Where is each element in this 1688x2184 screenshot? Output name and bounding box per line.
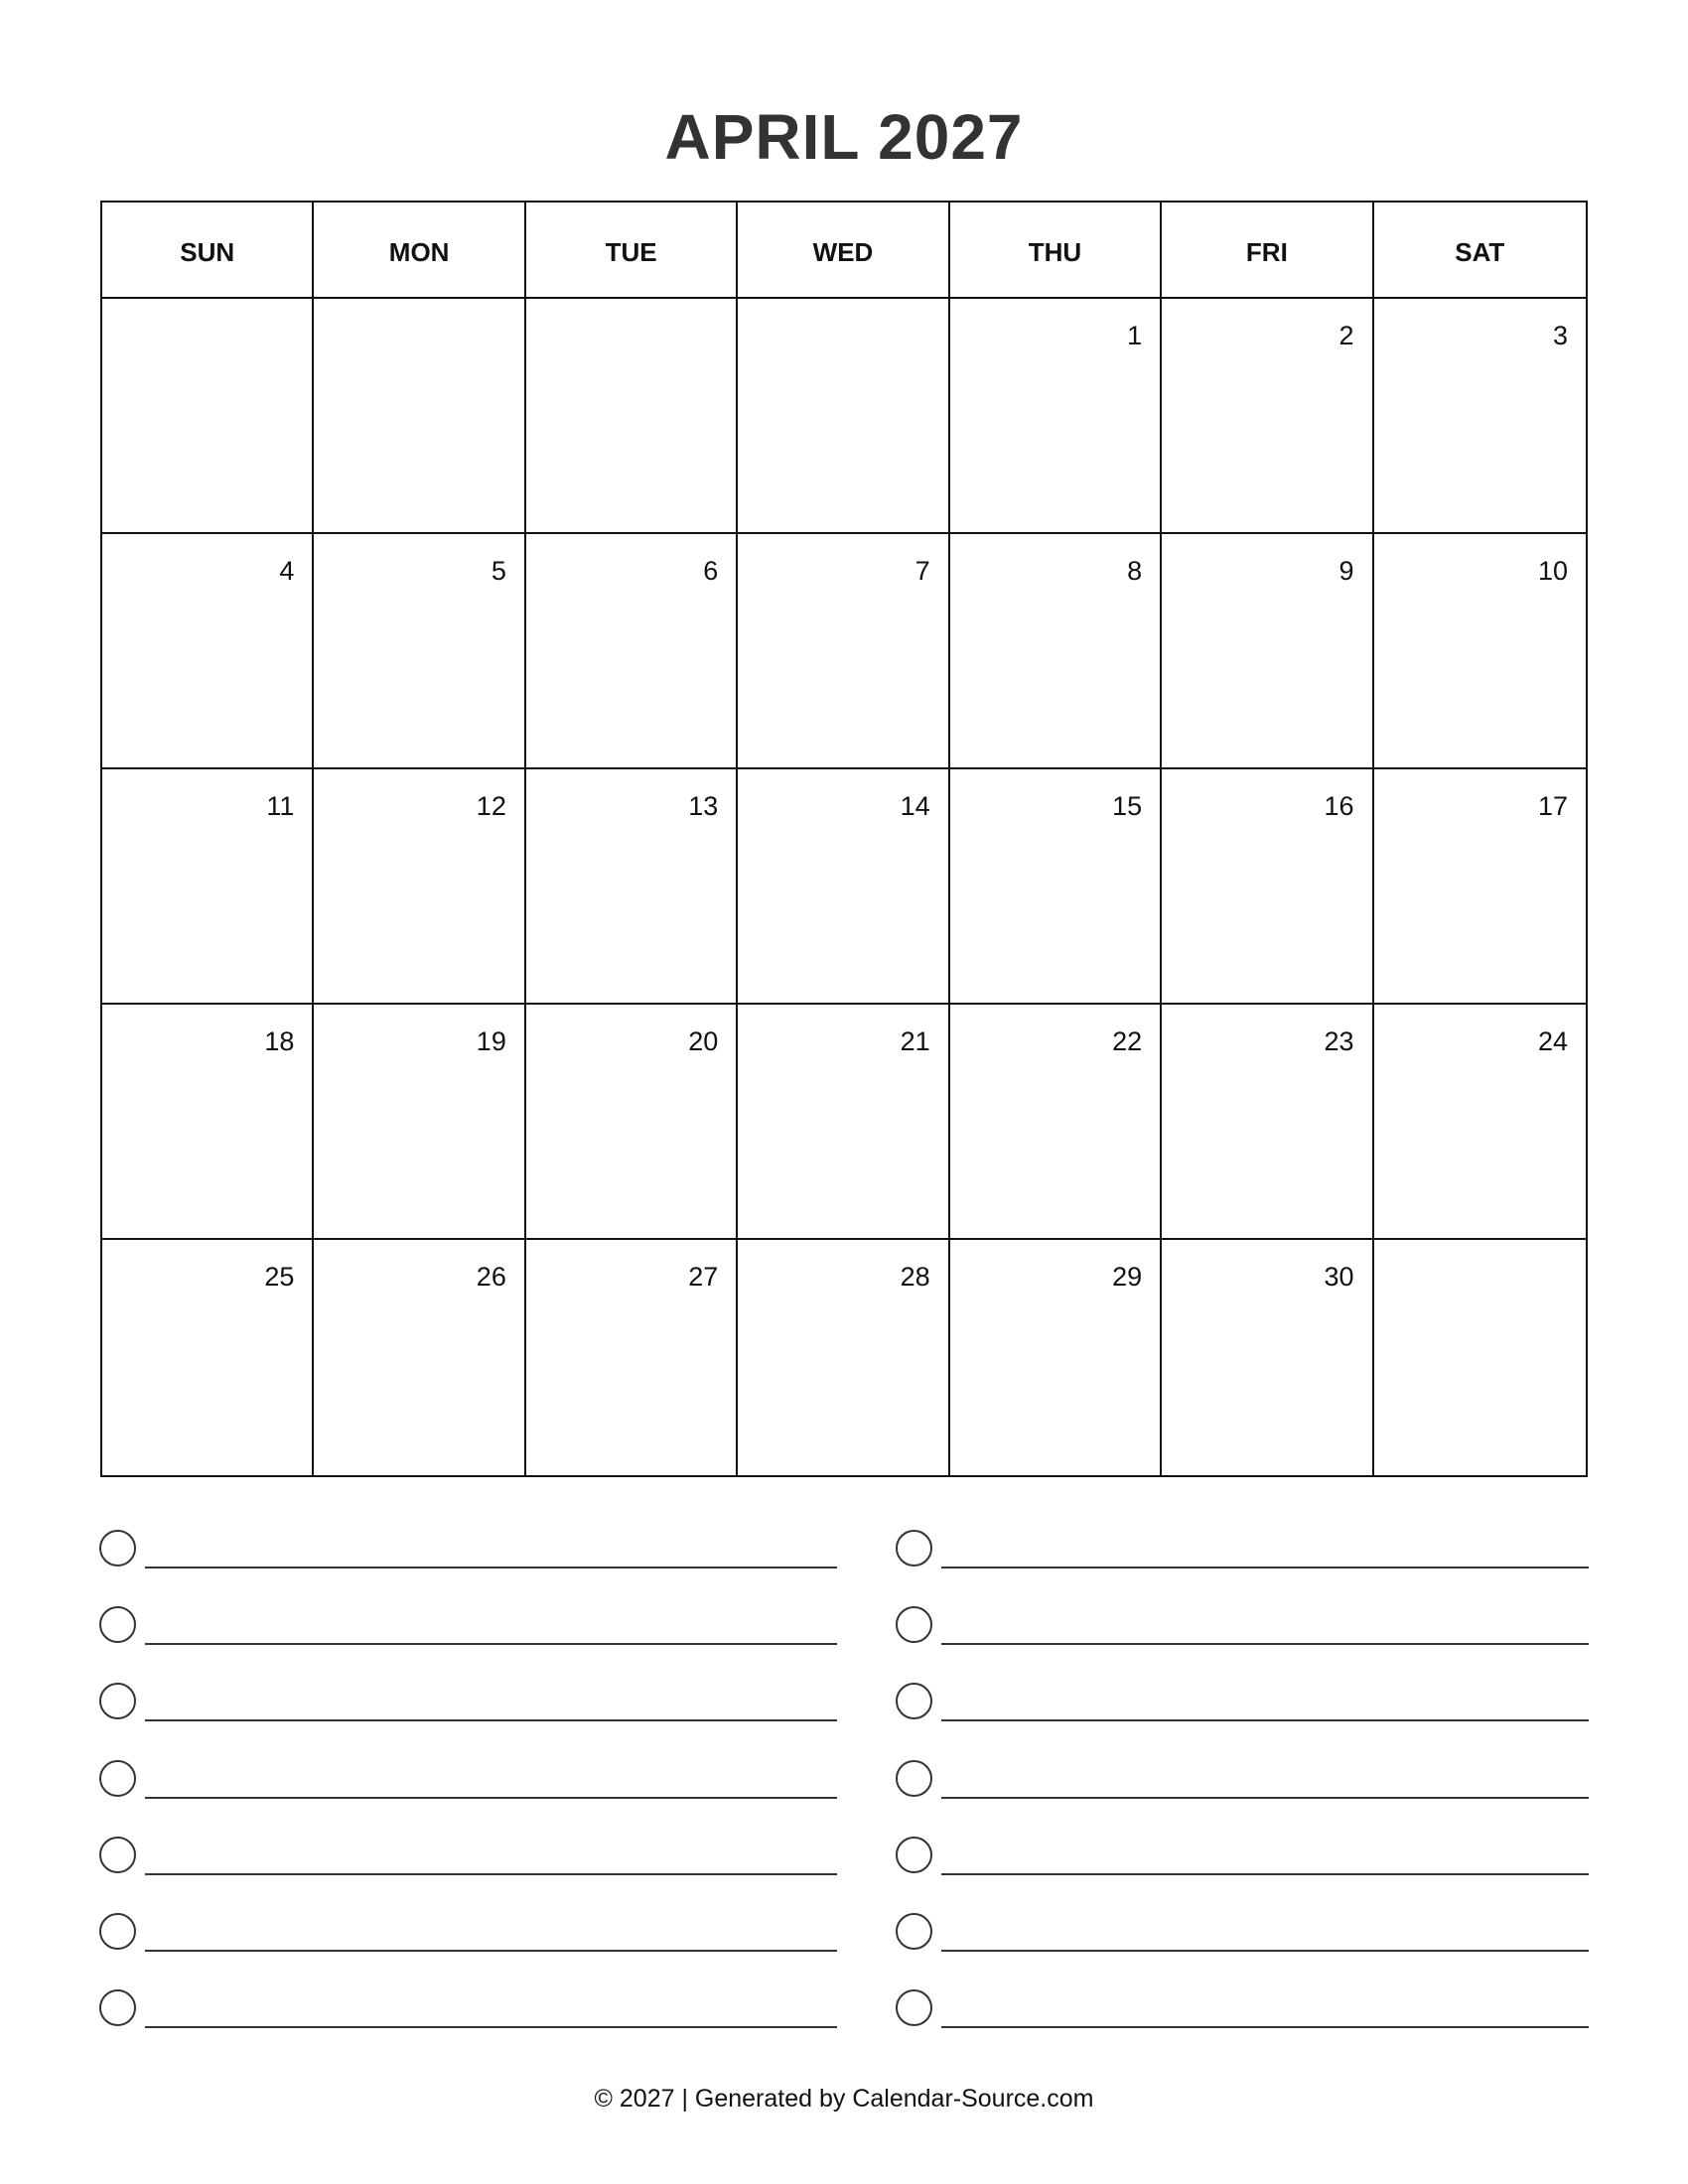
weekday-header-wed: WED: [738, 203, 949, 299]
day-cell[interactable]: [1374, 769, 1586, 1005]
day-number: 17: [1537, 791, 1568, 821]
note-item[interactable]: [896, 1760, 1589, 1837]
day-number: 19: [476, 1026, 506, 1056]
note-line[interactable]: [145, 2026, 837, 2028]
day-number: 11: [266, 791, 295, 821]
day-number: 24: [1537, 1026, 1568, 1056]
weekday-header-tue: TUE: [526, 203, 738, 299]
page-title: APRIL 2027: [664, 101, 1024, 173]
weekday-header-thu: THU: [950, 203, 1162, 299]
day-cell[interactable]: [314, 534, 525, 769]
day-number: 2: [1338, 321, 1354, 350]
day-cell[interactable]: [1162, 534, 1373, 769]
note-line[interactable]: [145, 1950, 837, 1952]
day-cell[interactable]: [1374, 534, 1586, 769]
day-cell[interactable]: [950, 299, 1162, 534]
day-cell[interactable]: [314, 769, 525, 1005]
note-item[interactable]: [896, 1530, 1589, 1606]
weekday-header-mon: MON: [314, 203, 525, 299]
weekday-header-sat: SAT: [1374, 203, 1586, 299]
day-cell[interactable]: [1162, 1240, 1373, 1475]
day-number: 3: [1552, 321, 1568, 350]
day-number: 7: [914, 556, 930, 586]
weekday-header-fri: FRI: [1162, 203, 1373, 299]
note-item[interactable]: [99, 1913, 837, 1989]
day-cell[interactable]: [102, 1005, 314, 1240]
day-cell[interactable]: [526, 299, 738, 534]
circle-checkbox-icon[interactable]: [99, 1837, 136, 1873]
footer-credit: © 2027 | Generated by Calendar-Source.com: [594, 2085, 1094, 2113]
day-cell[interactable]: [1162, 299, 1373, 534]
day-number: 14: [900, 791, 930, 821]
day-cell[interactable]: [314, 1005, 525, 1240]
note-line[interactable]: [145, 1719, 837, 1721]
weekday-header-sun: SUN: [102, 203, 314, 299]
circle-checkbox-icon[interactable]: [896, 1606, 932, 1643]
day-number: 27: [688, 1262, 719, 1292]
day-number: 12: [476, 791, 506, 821]
note-line[interactable]: [941, 1567, 1589, 1569]
day-number: 22: [1112, 1026, 1143, 1056]
day-cell[interactable]: [1374, 1005, 1586, 1240]
day-cell[interactable]: [1162, 769, 1373, 1005]
day-cell[interactable]: [102, 1240, 314, 1475]
note-item[interactable]: [896, 1989, 1589, 2066]
day-number: 29: [1112, 1262, 1143, 1292]
day-cell[interactable]: [102, 534, 314, 769]
day-number: 30: [1324, 1262, 1354, 1292]
day-cell[interactable]: [102, 769, 314, 1005]
circle-checkbox-icon[interactable]: [896, 1683, 932, 1719]
day-cell[interactable]: [738, 299, 949, 534]
day-number: 21: [900, 1026, 930, 1056]
note-item[interactable]: [99, 1760, 837, 1837]
note-item[interactable]: [896, 1913, 1589, 1989]
note-line[interactable]: [145, 1873, 837, 1875]
note-item[interactable]: [896, 1683, 1589, 1759]
day-cell[interactable]: [1162, 1005, 1373, 1240]
day-number: 25: [264, 1262, 295, 1292]
day-number: 23: [1324, 1026, 1354, 1056]
day-number: 10: [1537, 556, 1568, 586]
day-cell[interactable]: [738, 769, 949, 1005]
day-cell[interactable]: [314, 1240, 525, 1475]
day-cell[interactable]: [738, 534, 949, 769]
day-number: 28: [900, 1262, 930, 1292]
note-item[interactable]: [896, 1606, 1589, 1683]
day-cell[interactable]: [950, 534, 1162, 769]
day-cell[interactable]: [1374, 1240, 1586, 1475]
day-cell[interactable]: [102, 299, 314, 534]
note-item[interactable]: [99, 1683, 837, 1759]
note-item[interactable]: [99, 1837, 837, 1913]
circle-checkbox-icon[interactable]: [896, 1837, 932, 1873]
day-cell[interactable]: [526, 1240, 738, 1475]
day-cell[interactable]: [950, 1005, 1162, 1240]
day-cell[interactable]: [1374, 299, 1586, 534]
note-item[interactable]: [99, 1530, 837, 1606]
note-line[interactable]: [941, 1873, 1589, 1875]
day-cell[interactable]: [738, 1005, 949, 1240]
circle-checkbox-icon[interactable]: [896, 1913, 932, 1950]
note-item[interactable]: [896, 1837, 1589, 1913]
note-line[interactable]: [145, 1567, 837, 1569]
day-number: 18: [264, 1026, 295, 1056]
day-number: 16: [1324, 791, 1354, 821]
day-number: 6: [703, 556, 719, 586]
note-line[interactable]: [145, 1797, 837, 1799]
day-number: 26: [476, 1262, 506, 1292]
day-number: 5: [491, 556, 506, 586]
day-cell[interactable]: [526, 769, 738, 1005]
note-line[interactable]: [941, 1643, 1589, 1645]
day-cell[interactable]: [950, 769, 1162, 1005]
circle-checkbox-icon[interactable]: [99, 1530, 136, 1567]
circle-checkbox-icon[interactable]: [99, 1989, 136, 2026]
day-number: 20: [688, 1026, 719, 1056]
circle-checkbox-icon[interactable]: [896, 1989, 932, 2026]
circle-checkbox-icon[interactable]: [896, 1760, 932, 1797]
note-line[interactable]: [941, 2026, 1589, 2028]
note-item[interactable]: [99, 1989, 837, 2066]
note-line[interactable]: [145, 1643, 837, 1645]
day-number: 8: [1127, 556, 1143, 586]
day-cell[interactable]: [950, 1240, 1162, 1475]
circle-checkbox-icon[interactable]: [896, 1530, 932, 1567]
day-cell[interactable]: [526, 1005, 738, 1240]
circle-checkbox-icon[interactable]: [99, 1683, 136, 1719]
day-number: 4: [279, 556, 295, 586]
day-number: 15: [1112, 791, 1143, 821]
day-cell[interactable]: [314, 299, 525, 534]
circle-checkbox-icon[interactable]: [99, 1913, 136, 1950]
note-line[interactable]: [941, 1719, 1589, 1721]
circle-checkbox-icon[interactable]: [99, 1760, 136, 1797]
day-cell[interactable]: [526, 534, 738, 769]
note-line[interactable]: [941, 1950, 1589, 1952]
note-item[interactable]: [99, 1606, 837, 1683]
notes-column-left: [99, 1530, 837, 2066]
circle-checkbox-icon[interactable]: [99, 1606, 136, 1643]
calendar-grid: [100, 201, 1588, 1477]
day-number: 13: [688, 791, 719, 821]
notes-column-right: [896, 1530, 1589, 2066]
day-number: 9: [1338, 556, 1354, 586]
day-cell[interactable]: [738, 1240, 949, 1475]
day-number: 1: [1127, 321, 1143, 350]
note-line[interactable]: [941, 1797, 1589, 1799]
